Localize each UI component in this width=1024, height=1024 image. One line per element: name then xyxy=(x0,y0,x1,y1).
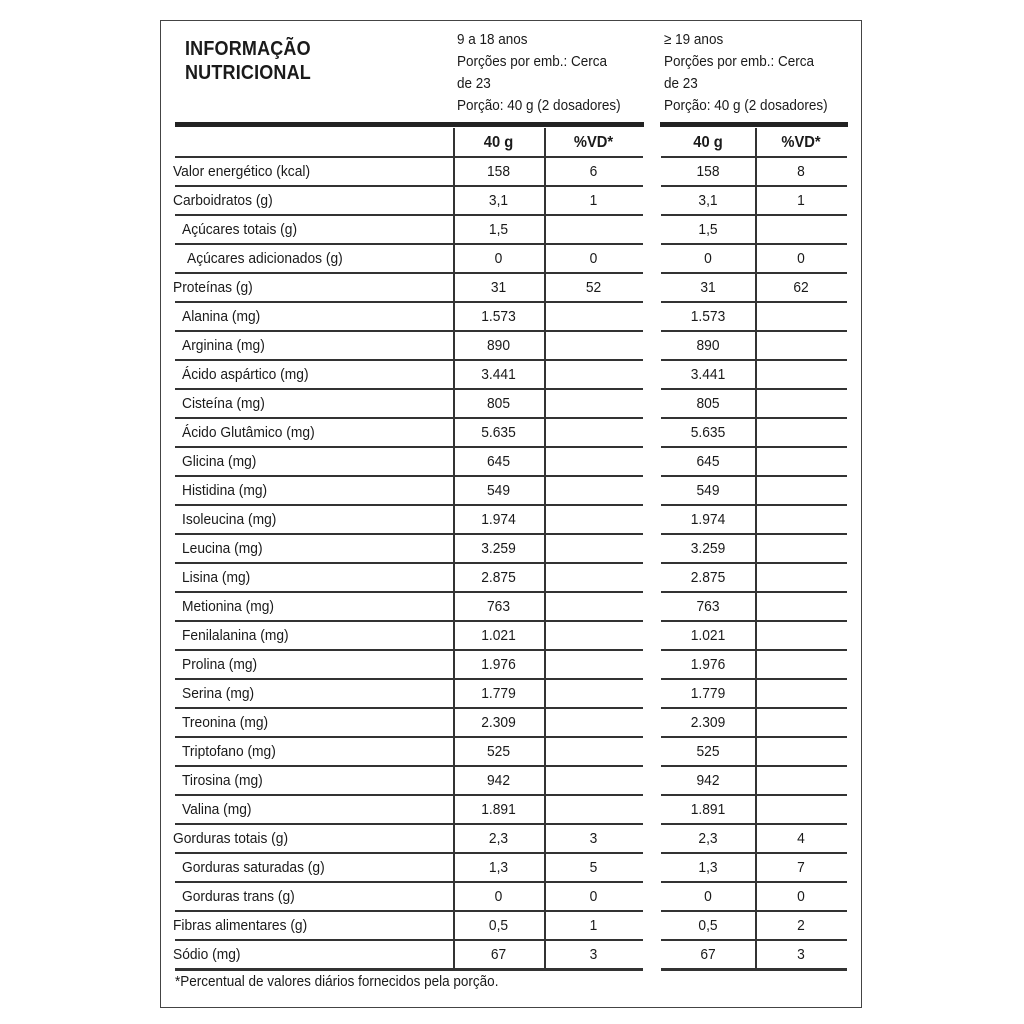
amount-19-plus: 1.779 xyxy=(690,685,726,702)
nutrient-label: Histidina (mg) xyxy=(182,482,268,499)
amount-19-plus: 1.976 xyxy=(690,656,726,673)
amount-19-plus: 942 xyxy=(696,772,720,789)
column-header-amount: 40 g xyxy=(693,134,723,151)
nutrient-label: Carboidratos (g) xyxy=(173,192,273,209)
amount-19-plus: 1.891 xyxy=(690,801,726,818)
amount-19-plus: 1,5 xyxy=(698,221,718,238)
amount-9-18: 158 xyxy=(486,163,511,180)
nutrient-label: Glicina (mg) xyxy=(182,453,257,470)
amount-9-18: 2,3 xyxy=(488,830,509,847)
amount-19-plus: 3.441 xyxy=(690,366,726,383)
nutrient-label: Cisteína (mg) xyxy=(182,395,265,412)
dv-19-plus xyxy=(759,679,844,708)
amount-9-18: 525 xyxy=(486,743,511,760)
amount-9-18: 1.891 xyxy=(481,801,516,818)
title-line-2: NUTRICIONAL xyxy=(185,62,311,84)
nutrient-label: Tirosina (mg) xyxy=(182,772,263,789)
nutrient-label: Gorduras totais (g) xyxy=(173,830,289,847)
dv-9-18 xyxy=(548,708,639,737)
amount-19-plus: 5.635 xyxy=(690,424,726,441)
dv-9-18 xyxy=(548,505,639,534)
dv-9-18 xyxy=(548,592,639,621)
amount-19-plus: 31 xyxy=(700,279,716,296)
amount-9-18: 549 xyxy=(486,482,511,499)
amount-19-plus: 1.573 xyxy=(690,308,726,325)
amount-9-18: 1.779 xyxy=(481,685,516,702)
divider-thick-right xyxy=(660,122,848,127)
dv-19-plus: 7 xyxy=(797,859,805,876)
dv-9-18 xyxy=(548,360,639,389)
amount-9-18: 763 xyxy=(486,598,511,615)
dv-19-plus xyxy=(759,563,844,592)
dv-19-plus xyxy=(759,621,844,650)
dv-9-18: 1 xyxy=(589,917,598,934)
amount-19-plus: 0,5 xyxy=(698,917,718,934)
amount-9-18: 0 xyxy=(494,888,503,905)
nutrient-label: Fibras alimentares (g) xyxy=(173,917,308,934)
dv-19-plus xyxy=(759,360,844,389)
group-portion-size: Porção: 40 g (2 dosadores) xyxy=(664,97,828,114)
dv-9-18: 6 xyxy=(589,163,598,180)
column-divider xyxy=(544,128,546,969)
divider-thick-left xyxy=(175,122,644,127)
amount-9-18: 0,5 xyxy=(488,917,509,934)
amount-9-18: 645 xyxy=(486,453,511,470)
dv-19-plus xyxy=(759,447,844,476)
dv-9-18 xyxy=(548,418,639,447)
footnote: *Percentual de valores diários fornecidos pela porção. xyxy=(175,973,499,990)
dv-19-plus: 4 xyxy=(797,830,805,847)
nutrient-label: Leucina (mg) xyxy=(182,540,263,557)
nutrient-label: Prolina (mg) xyxy=(182,656,258,673)
group-header-19-plus xyxy=(664,29,828,117)
amount-19-plus: 763 xyxy=(696,598,720,615)
page-title xyxy=(185,37,311,85)
dv-19-plus xyxy=(759,737,844,766)
column-header-dv: %VD* xyxy=(781,134,821,151)
dv-9-18 xyxy=(548,215,639,244)
amount-9-18: 890 xyxy=(486,337,511,354)
dv-9-18 xyxy=(548,331,639,360)
amount-9-18: 3,1 xyxy=(488,192,509,209)
column-divider xyxy=(755,128,757,969)
dv-9-18 xyxy=(548,563,639,592)
dv-19-plus: 3 xyxy=(797,946,805,963)
dv-9-18 xyxy=(548,679,639,708)
dv-19-plus xyxy=(759,650,844,679)
amount-9-18: 942 xyxy=(486,772,511,789)
dv-9-18: 0 xyxy=(589,888,598,905)
amount-9-18: 1.021 xyxy=(481,627,516,644)
dv-19-plus xyxy=(759,215,844,244)
title-line-1: INFORMAÇÃO xyxy=(185,38,311,60)
amount-19-plus: 3,1 xyxy=(698,192,718,209)
amount-19-plus: 0 xyxy=(704,250,712,267)
amount-19-plus: 67 xyxy=(700,946,716,963)
nutrient-label: Serina (mg) xyxy=(182,685,255,702)
nutrition-facts-panel xyxy=(160,20,862,1008)
amount-9-18: 1,5 xyxy=(488,221,509,238)
nutrient-label: Ácido Glutâmico (mg) xyxy=(182,424,315,441)
group-age: 9 a 18 anos xyxy=(457,31,528,48)
group-portions-line-2: de 23 xyxy=(457,75,491,92)
amount-19-plus: 1.974 xyxy=(690,511,726,528)
group-portion-size: Porção: 40 g (2 dosadores) xyxy=(457,97,621,114)
nutrient-label: Açúcares totais (g) xyxy=(182,221,298,238)
amount-9-18: 31 xyxy=(490,279,507,296)
amount-19-plus: 1.021 xyxy=(690,627,726,644)
amount-9-18: 805 xyxy=(486,395,511,412)
nutrient-label: Açúcares adicionados (g) xyxy=(187,250,343,267)
amount-9-18: 1.976 xyxy=(481,656,516,673)
dv-9-18 xyxy=(548,737,639,766)
amount-19-plus: 2,3 xyxy=(698,830,718,847)
group-age: ≥ 19 anos xyxy=(664,31,724,48)
group-header-9-18 xyxy=(457,29,621,117)
dv-19-plus xyxy=(759,476,844,505)
amount-9-18: 67 xyxy=(490,946,507,963)
amount-19-plus: 645 xyxy=(696,453,720,470)
amount-9-18: 1.974 xyxy=(481,511,516,528)
dv-19-plus xyxy=(759,418,844,447)
column-divider xyxy=(453,128,455,969)
nutrient-label: Gorduras saturadas (g) xyxy=(182,859,325,876)
nutrient-label: Fenilalanina (mg) xyxy=(182,627,289,644)
dv-9-18: 52 xyxy=(585,279,602,296)
amount-19-plus: 890 xyxy=(696,337,720,354)
nutrient-label: Valina (mg) xyxy=(182,801,252,818)
nutrient-label: Arginina (mg) xyxy=(182,337,265,354)
amount-9-18: 0 xyxy=(494,250,503,267)
amount-19-plus: 2.309 xyxy=(690,714,726,731)
column-header-dv: %VD* xyxy=(573,134,614,151)
amount-19-plus: 805 xyxy=(696,395,720,412)
nutrient-label: Metionina (mg) xyxy=(182,598,275,615)
dv-9-18 xyxy=(548,447,639,476)
dv-19-plus: 62 xyxy=(793,279,809,296)
amount-9-18: 3.441 xyxy=(481,366,516,383)
group-portions-line-1: Porções por emb.: Cerca xyxy=(457,53,608,70)
amount-19-plus: 549 xyxy=(696,482,720,499)
nutrient-label: Isoleucina (mg) xyxy=(182,511,277,528)
amount-9-18: 5.635 xyxy=(481,424,516,441)
nutrient-label: Treonina (mg) xyxy=(182,714,269,731)
dv-9-18: 3 xyxy=(589,830,598,847)
dv-19-plus: 1 xyxy=(797,192,805,209)
dv-19-plus: 8 xyxy=(797,163,805,180)
dv-19-plus xyxy=(759,592,844,621)
dv-19-plus xyxy=(759,534,844,563)
nutrient-label: Valor energético (kcal) xyxy=(173,163,311,180)
amount-19-plus: 2.875 xyxy=(690,569,726,586)
amount-9-18: 3.259 xyxy=(481,540,516,557)
amount-9-18: 2.875 xyxy=(481,569,516,586)
amount-9-18: 1,3 xyxy=(488,859,509,876)
nutrient-label: Alanina (mg) xyxy=(182,308,261,325)
dv-9-18 xyxy=(548,650,639,679)
dv-9-18: 1 xyxy=(589,192,598,209)
amount-19-plus: 525 xyxy=(696,743,720,760)
dv-19-plus xyxy=(759,331,844,360)
nutrient-label: Proteínas (g) xyxy=(173,279,253,296)
dv-19-plus xyxy=(759,505,844,534)
dv-9-18 xyxy=(548,766,639,795)
dv-9-18: 3 xyxy=(589,946,598,963)
dv-19-plus xyxy=(759,389,844,418)
dv-19-plus xyxy=(759,795,844,824)
amount-19-plus: 158 xyxy=(696,163,720,180)
dv-19-plus xyxy=(759,708,844,737)
group-portions-line-1: Porções por emb.: Cerca xyxy=(664,53,815,70)
nutrient-label: Lisina (mg) xyxy=(182,569,251,586)
dv-9-18 xyxy=(548,795,639,824)
dv-19-plus xyxy=(759,302,844,331)
dv-19-plus: 0 xyxy=(797,250,805,267)
amount-19-plus: 1,3 xyxy=(698,859,718,876)
dv-19-plus: 2 xyxy=(797,917,805,934)
dv-9-18: 0 xyxy=(589,250,598,267)
dv-9-18: 5 xyxy=(589,859,598,876)
dv-9-18 xyxy=(548,302,639,331)
dv-9-18 xyxy=(548,476,639,505)
dv-9-18 xyxy=(548,389,639,418)
nutrient-label: Sódio (mg) xyxy=(173,946,241,963)
nutrient-label: Ácido aspártico (mg) xyxy=(182,366,309,383)
column-header-amount: 40 g xyxy=(483,134,514,151)
nutrient-label: Triptofano (mg) xyxy=(182,743,276,760)
dv-19-plus: 0 xyxy=(797,888,805,905)
nutrient-label: Gorduras trans (g) xyxy=(182,888,295,905)
group-portions-line-2: de 23 xyxy=(664,75,698,92)
dv-9-18 xyxy=(548,621,639,650)
dv-9-18 xyxy=(548,534,639,563)
dv-19-plus xyxy=(759,766,844,795)
amount-19-plus: 0 xyxy=(704,888,712,905)
amount-9-18: 1.573 xyxy=(481,308,516,325)
amount-9-18: 2.309 xyxy=(481,714,516,731)
amount-19-plus: 3.259 xyxy=(690,540,726,557)
